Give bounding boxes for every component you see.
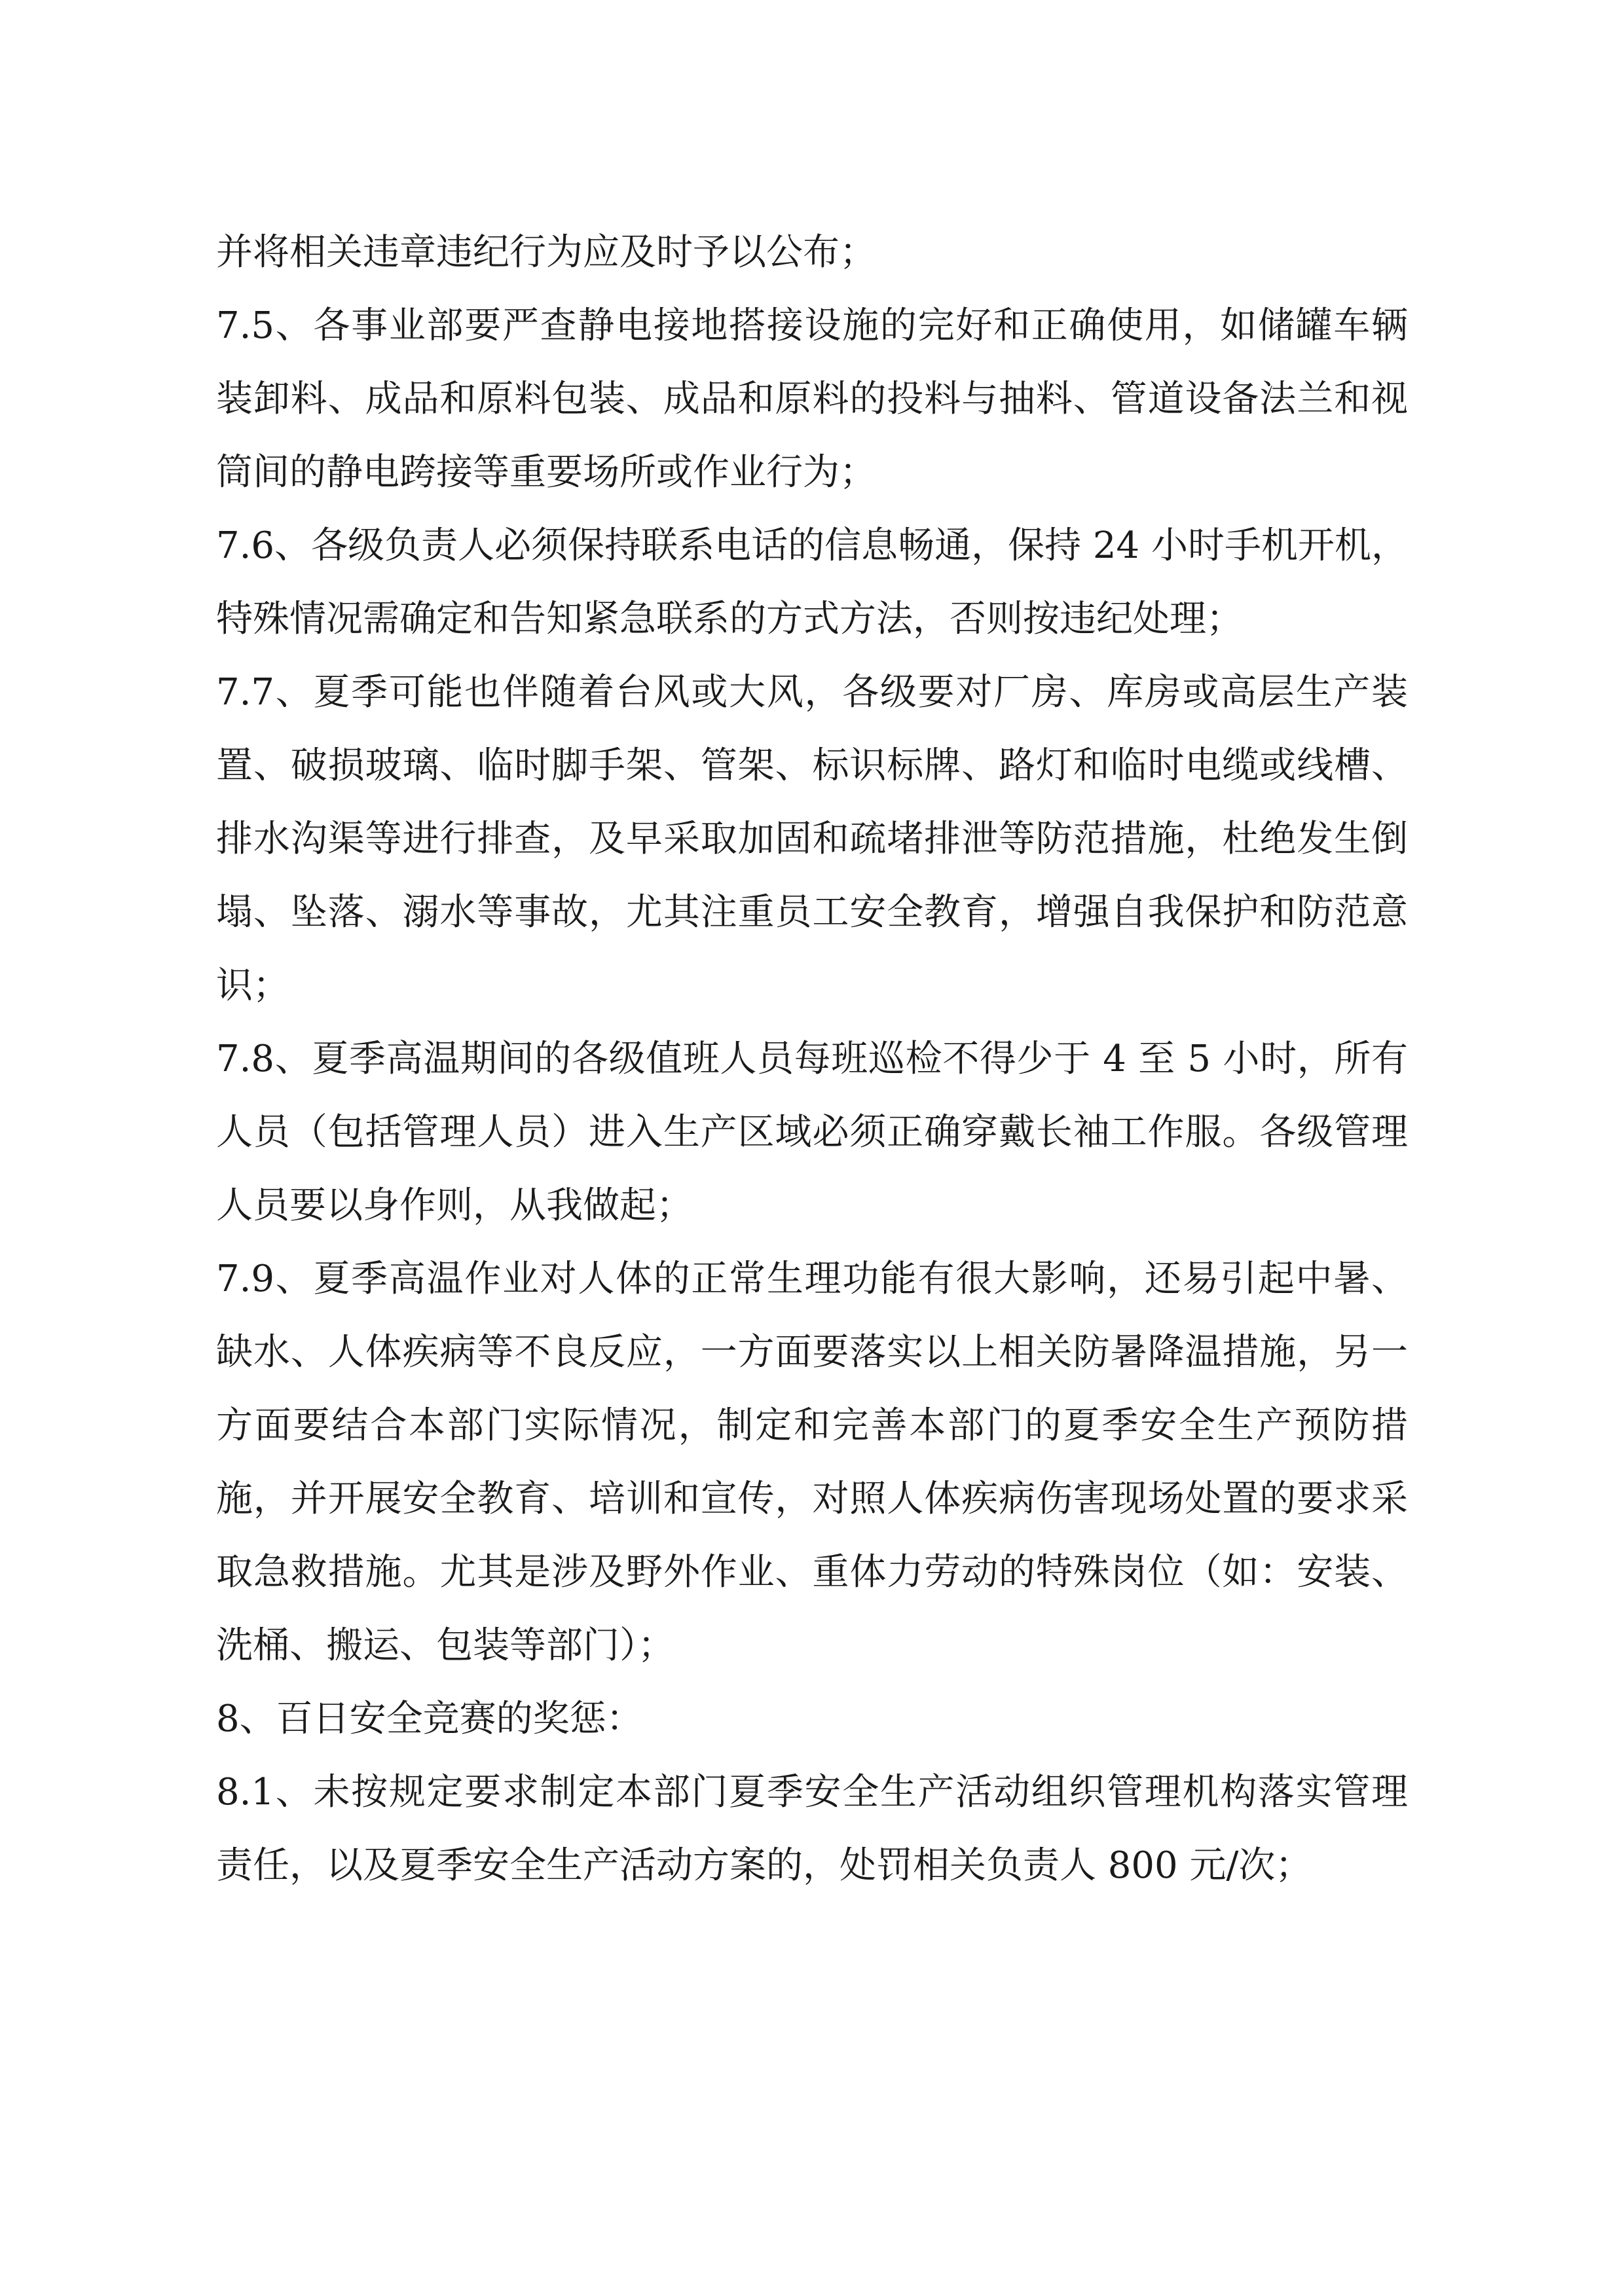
section-heading-8: 8、百日安全竞赛的奖惩： bbox=[216, 1698, 643, 1740]
paragraph-7-8: 7.8、夏季高温期间的各级值班人员每班巡检不得少于 4 至 5 小时，所有人员（包括管理人员）进入生产区域必须正确穿戴长袖工作服。各级管理人员要以身作则，从我做起； bbox=[216, 1038, 1408, 1227]
paragraph-7-7: 7.7、夏季可能也伴随着台风或大风，各级要对厂房、库房或高层生产装置、破损玻璃、临时脚手架、管架、标识标牌、路灯和临时电缆或线槽、排水沟渠等进行排查，及早采取加固和疏堵排泄等防范措施，杜绝发生倒塌、坠落、溺水等事故，尤其注重员工安全教育，增强自我保护和防范意识； bbox=[216, 671, 1408, 1007]
paragraph-8-1: 8.1、未按规定要求制定本部门夏季安全生产活动组织管理机构落实管理责任，以及夏季安全生产活动方案的，处罚相关负责人 800 元/次； bbox=[216, 1771, 1408, 1887]
paragraph-continuation: 并将相关违章违纪行为应及时予以公布； bbox=[216, 231, 876, 274]
paragraph-7-5: 7.5、各事业部要严查静电接地搭接设施的完好和正确使用，如储罐车辆装卸料、成品和原料包装、成品和原料的投料与抽料、管道设备法兰和视筒间的静电跨接等重要场所或作业行为； bbox=[216, 304, 1408, 494]
paragraph-7-6: 7.6、各级负责人必须保持联系电话的信息畅通，保持 24 小时手机开机，特殊情况需确定和告知紧急联系的方式方法，否则按违纪处理； bbox=[216, 524, 1408, 640]
paragraph-7-9: 7.9、夏季高温作业对人体的正常生理功能有很大影响，还易引起中暑、缺水、人体疾病等不良反应，一方面要落实以上相关防暑降温措施，另一方面要结合本部门实际情况，制定和完善本部门的夏季安全生产预防措施，并开展安全教育、培训和宣传，对照人体疾病伤害现场处置的要求采取急救措施。尤其是涉及野外作业、重体力劳动的特殊岗位（如：安装、洗桶、搬运、包装等部门）； bbox=[216, 1258, 1408, 1667]
document-body bbox=[216, 216, 1408, 1903]
